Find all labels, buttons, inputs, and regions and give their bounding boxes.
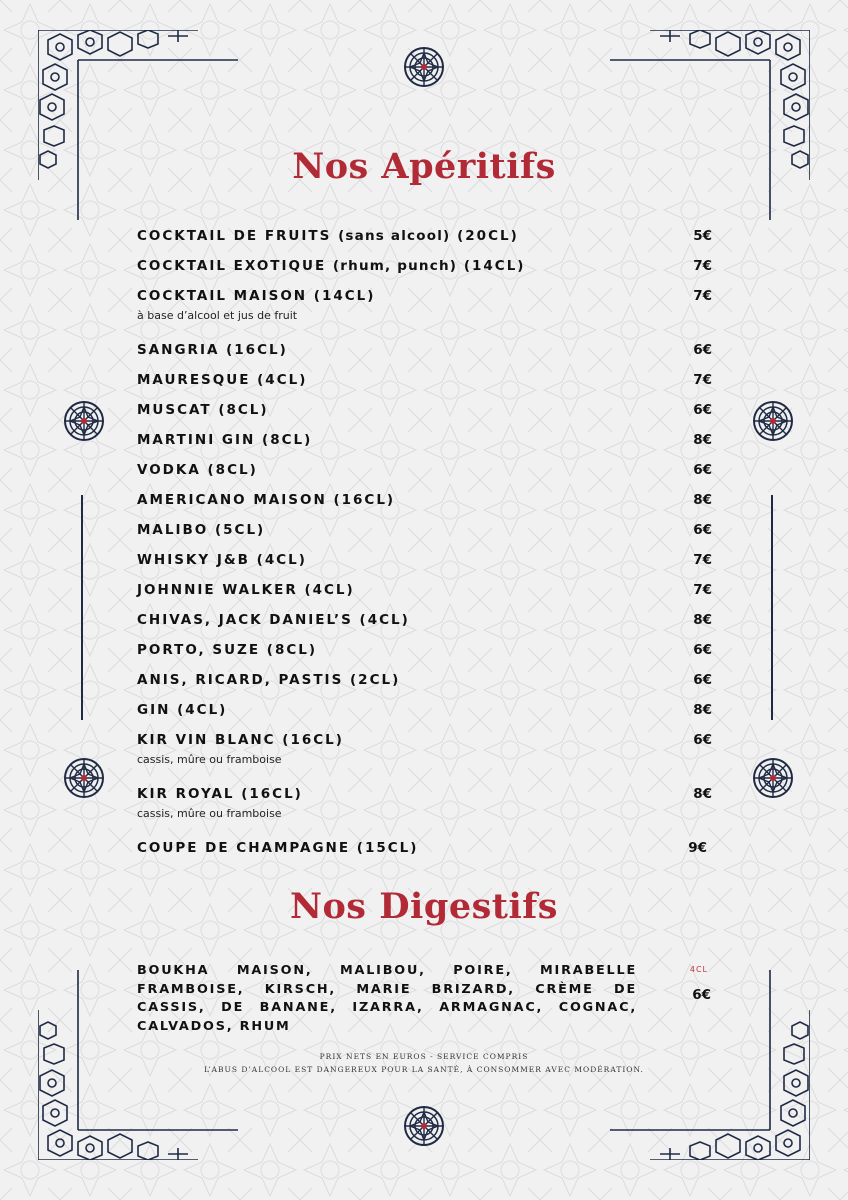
aperitif-item-price: 9€ (688, 840, 707, 856)
aperitif-item-price: 5€ (693, 228, 712, 244)
aperitif-item (137, 402, 712, 426)
aperitif-item-price: 6€ (693, 732, 712, 748)
aperitif-item-name (137, 288, 375, 304)
corner-ornament-top-left (38, 30, 248, 230)
aperitif-item-price: 6€ (693, 402, 712, 418)
aperitif-item-price: 7€ (693, 552, 712, 568)
aperitif-item-name-main: COCKTAIL MAISON (14CL) (137, 288, 376, 304)
rosette-top-icon (403, 46, 445, 88)
aperitif-item-volume: (20CL) (450, 228, 519, 244)
aperitif-item-name-main: MAURESQUE (4CL) (137, 372, 308, 388)
rosette-right-upper-icon (752, 400, 794, 442)
aperitif-item-name (137, 258, 525, 274)
aperitif-item (137, 372, 712, 396)
aperitif-item-price: 8€ (693, 612, 712, 628)
aperitif-item (137, 840, 712, 864)
aperitif-item-name (137, 786, 303, 802)
aperitif-item-name (137, 642, 317, 658)
aperitif-item-name-main: COCKTAIL EXOTIQUE (137, 258, 333, 274)
aperitif-item-price: 8€ (693, 786, 712, 802)
aperitif-item-name (137, 672, 400, 688)
aperitif-item-price: 7€ (693, 582, 712, 598)
aperitif-item-name-main: GIN (4CL) (137, 702, 228, 718)
aperitif-item-name-main: PORTO, SUZE (8CL) (137, 642, 318, 658)
aperitif-item (137, 786, 712, 820)
aperitif-item-description: cassis, mûre ou framboise (137, 753, 282, 766)
rosette-left-lower-icon (63, 757, 105, 799)
aperitif-item-price: 8€ (693, 492, 712, 508)
aperitif-item-name-main: KIR ROYAL (16CL) (137, 786, 303, 802)
side-line-right (770, 495, 774, 720)
aperitif-item-name (137, 582, 355, 598)
aperitif-item-price: 6€ (693, 462, 712, 478)
digestifs-list: BOUKHA MAISON, MALIBOU, POIRE, MIRABELLE FRAMBOISE, KIRSCH, MARIE BRIZARD, CRÈME DE CASSIS, DE BANANE, IZARRA, ARMAGNAC, COGNAC, CALVADOS, RHUM (137, 963, 637, 1034)
aperitif-item-name-main: SANGRIA (16CL) (137, 342, 288, 358)
aperitif-item (137, 462, 712, 486)
aperitif-item-name (137, 840, 418, 856)
aperitif-item-price: 8€ (693, 702, 712, 718)
aperitif-item-name-main: ANIS, RICARD, PASTIS (2CL) (137, 672, 401, 688)
aperitif-item-name (137, 552, 307, 568)
aperitif-item-name (137, 702, 227, 718)
aperitif-item-name-main: WHISKY J&B (4CL) (137, 552, 307, 568)
aperitif-item-price: 7€ (693, 258, 712, 274)
digestifs-unit: 4CL (689, 965, 708, 974)
aperitif-item (137, 702, 712, 726)
side-line-left (80, 495, 84, 720)
aperitif-item-price: 6€ (693, 342, 712, 358)
aperitif-item (137, 432, 712, 456)
aperitif-item (137, 732, 712, 766)
footer-alcohol-warning: L’ABUS D’ALCOOL EST DANGEREUX POUR LA SANTÉ, À CONSOMMER AVEC MODÉRATION. (204, 1065, 644, 1074)
aperitif-item-note: (sans alcool) (338, 228, 451, 244)
aperitif-item-price: 8€ (693, 432, 712, 448)
rosette-bottom-icon (403, 1105, 445, 1147)
footer-prices-note: PRIX NETS EN EUROS - SERVICE COMPRIS (319, 1052, 529, 1061)
aperitif-item-name (137, 372, 307, 388)
aperitif-item-name (137, 228, 519, 244)
aperitif-item-name-main: JOHNNIE WALKER (4CL) (137, 582, 355, 598)
aperitif-item-note: (rhum, punch) (332, 258, 458, 274)
corner-ornament-top-right (600, 30, 810, 230)
aperitif-item-name-main: MARTINI GIN (8CL) (137, 432, 313, 448)
aperitif-item-name (137, 732, 344, 748)
aperitif-item-price: 7€ (693, 288, 712, 304)
aperitif-item-name (137, 432, 312, 448)
aperitifs-title: Nos Apéritifs (292, 146, 556, 187)
aperitif-item (137, 492, 712, 516)
aperitif-item-name-main: COCKTAIL DE FRUITS (137, 228, 339, 244)
rosette-right-lower-icon (752, 757, 794, 799)
aperitif-item-name-main: COUPE DE CHAMPAGNE (15CL) (137, 840, 419, 856)
aperitif-item (137, 288, 712, 322)
aperitif-item (137, 258, 712, 282)
digestifs-price: 6€ (692, 987, 711, 1003)
digestifs-title: Nos Digestifs (289, 886, 559, 927)
aperitif-item (137, 612, 712, 636)
aperitif-item-name-main: AMERICANO MAISON (16CL) (137, 492, 396, 508)
aperitif-item (137, 342, 712, 366)
aperitif-item (137, 552, 712, 576)
aperitif-item-price: 6€ (693, 672, 712, 688)
aperitif-item (137, 228, 712, 252)
aperitif-item-name-main: MALIBO (5CL) (137, 522, 266, 538)
aperitif-item-description: à base d’alcool et jus de fruit (137, 309, 298, 322)
aperitif-item-name (137, 402, 269, 418)
aperitif-item-name-main: VODKA (8CL) (137, 462, 258, 478)
aperitif-item (137, 642, 712, 666)
aperitif-item-name (137, 342, 288, 358)
aperitif-item-price: 6€ (693, 642, 712, 658)
aperitif-item (137, 522, 712, 546)
aperitif-item (137, 672, 712, 696)
aperitif-item-name-main: CHIVAS, JACK DANIEL’S (4CL) (137, 612, 410, 628)
aperitif-item-volume: (14CL) (457, 258, 526, 274)
aperitif-item-name (137, 492, 395, 508)
aperitif-item-price: 7€ (693, 372, 712, 388)
aperitif-item-name (137, 612, 410, 628)
rosette-left-upper-icon (63, 400, 105, 442)
aperitif-item-name-main: KIR VIN BLANC (16CL) (137, 732, 344, 748)
aperitif-item-description: cassis, mûre ou framboise (137, 807, 282, 820)
aperitif-item-name (137, 522, 265, 538)
aperitif-item-name (137, 462, 258, 478)
aperitif-item-name-main: MUSCAT (8CL) (137, 402, 269, 418)
aperitif-item-price: 6€ (693, 522, 712, 538)
aperitif-item (137, 582, 712, 606)
